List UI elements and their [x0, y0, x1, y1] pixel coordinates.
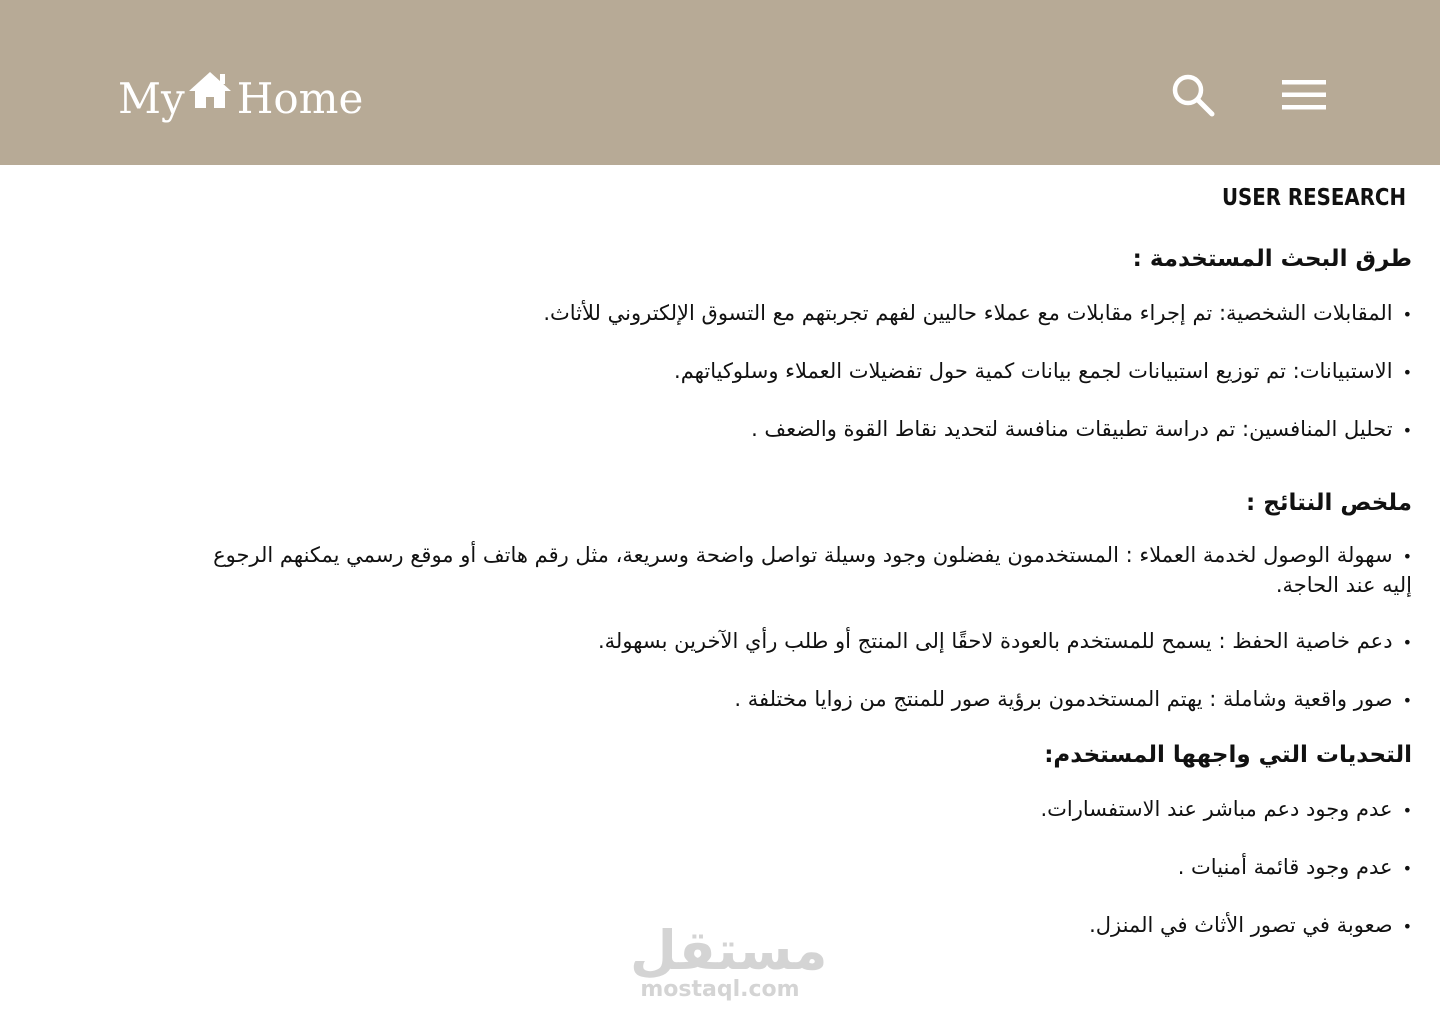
research-content: [190, 180, 1412, 941]
watermark-arabic: مستقل: [630, 919, 828, 982]
search-icon: [1170, 72, 1216, 118]
logo-text-home: Home: [236, 74, 364, 123]
list-item: •الاستبيانات: تم توزيع استبيانات لجمع بيانات كمية حول تفضيلات العملاء وسلوكياتهم.: [674, 359, 1412, 383]
logo-text-my: My: [118, 74, 185, 123]
watermark-latin: mostaql.com: [640, 977, 800, 1002]
list-item: •عدم وجود دعم مباشر عند الاستفسارات.: [1040, 797, 1412, 821]
menu-button[interactable]: [1282, 76, 1326, 114]
section-title: USER RESEARCH: [1221, 185, 1406, 211]
methods-heading: طرق البحث المستخدمة :: [1132, 246, 1412, 272]
brand-logo[interactable]: [118, 70, 364, 123]
list-item: •صور واقعية وشاملة : يهتم المستخدمون برؤية صور للمنتج من زوايا مختلفة .: [734, 687, 1412, 711]
list-item: •المقابلات الشخصية: تم إجراء مقابلات مع عملاء حاليين لفهم تجربتهم مع التسوق الإلكتروني للأثاث.: [543, 301, 1412, 325]
list-item: •تحليل المنافسين: تم دراسة تطبيقات منافسة لتحديد نقاط القوة والضعف .: [751, 417, 1412, 441]
list-item: •سهولة الوصول لخدمة العملاء : المستخدمون يفضلون وجود وسيلة تواصل واضحة وسريعة، مثل رقم هاتف أو موقع رسمي يمكنهم الرجوع إليه عند الحاجة.: [213, 543, 1412, 597]
list-item: •عدم وجود قائمة أمنيات .: [1177, 855, 1412, 879]
search-button[interactable]: [1170, 72, 1216, 118]
list-item: •دعم خاصية الحفظ : يسمح للمستخدم بالعودة لاحقًا إلى المنتج أو طلب رأي الآخرين بسهولة.: [597, 629, 1412, 653]
app-header: [0, 0, 1440, 165]
list-item: •صعوبة في تصور الأثاث في المنزل.: [1089, 913, 1412, 937]
challenges-heading: التحديات التي واجهها المستخدم:: [1044, 742, 1412, 768]
hamburger-menu-icon: [1282, 76, 1326, 114]
house-icon: [187, 70, 233, 110]
findings-heading: ملخص النتائج :: [1246, 490, 1412, 516]
